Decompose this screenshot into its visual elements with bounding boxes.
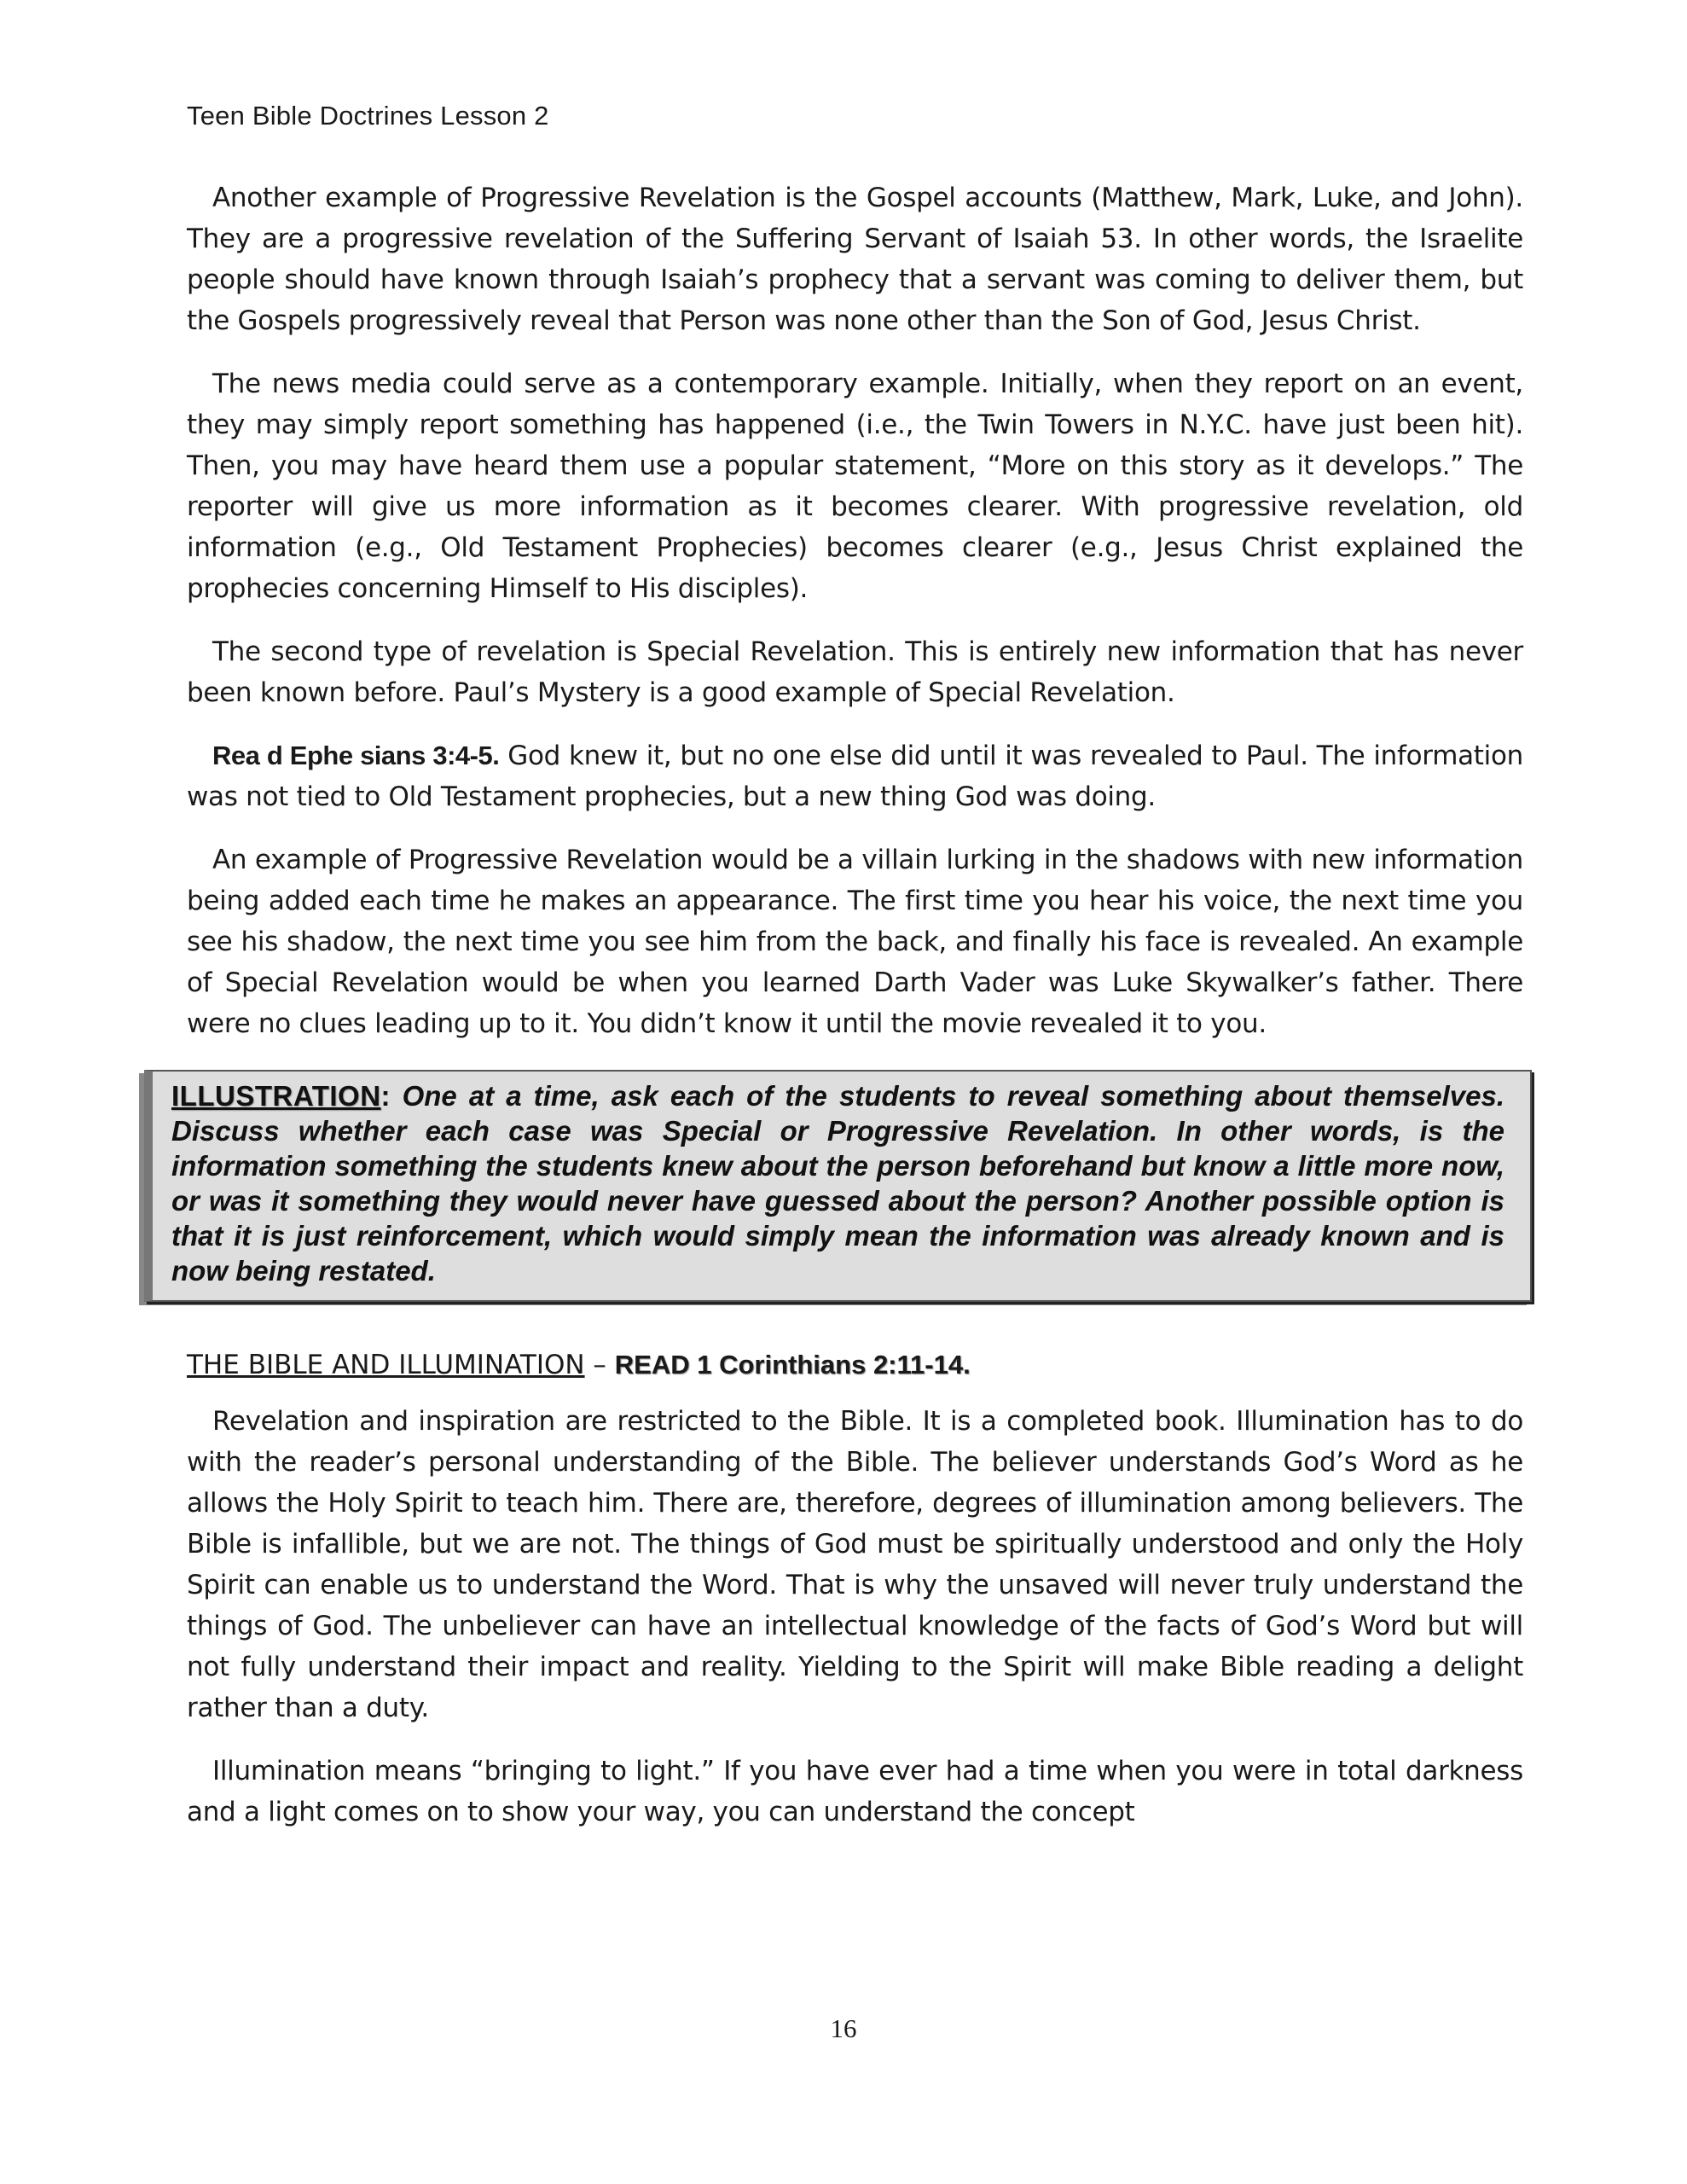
- paragraph-news-media: The news media could serve as a contemporary example. Initially, when they report on an event, they may simply report something has happened (i.e., the Twin Towers in N.Y.C. have just been hit). Then, you may have heard them use a popular statement, “More on this story as it develops.” The reporter will give us more information as it becomes clearer. With progressive revelation, old information (e.g., Old Testament Prophecies) becomes clearer (e.g., Jesus Christ explained the prophecies concerning Himself to His disciples).: [187, 369, 1523, 604]
- paragraph-special-revelation: The second type of revelation is Special Revelation. This is entirely new information that has never been known before. Paul’s Mystery is a good example of Special Revelation.: [187, 636, 1523, 708]
- section-scripture-reference: READ 1 Corinthians 2:11-14.: [614, 1350, 971, 1380]
- page-number: 16: [830, 2013, 857, 2043]
- illustration-box: [144, 1070, 1532, 1302]
- paragraph-bringing-to-light: Illumination means “bringing to light.” If you have ever had a time when you were in total darkness and a light comes on to show your way, you can understand the concept: [187, 1756, 1523, 1827]
- document-page: [171, 101, 1523, 1855]
- illustration-colon: :: [380, 1080, 391, 1112]
- paragraph-gospel-accounts: Another example of Progressive Revelation is the Gospel accounts (Matthew, Mark, Luke, and John). They are a progressive revelation of the Suffering Servant of Isaiah 53. In other words, the Israelite people should have known through Isaiah’s prophecy that a servant was coming to deliver them, but the Gospels progressively reveal that Person was none other than the Son of God, Jesus Christ.: [187, 183, 1523, 336]
- paragraph-illumination-definition: Revelation and inspiration are restricted to the Bible. It is a completed book. Illumination has to do with the reader’s personal understanding of the Bible. The believer understands God’s Word as he allows the Holy Spirit to teach him. There are, therefore, degrees of illumination among believers. The Bible is infallible, but we are not. The things of God must be spiritually understood and only the Holy Spirit can enable us to understand the Word. That is why the unsaved will never truly understand the things of God. The unbeliever can have an intellectual knowledge of the facts of God’s Word but will not fully understand their impact and reality. Yielding to the Spirit will make Bible reading a delight rather than a duty.: [187, 1406, 1523, 1723]
- section-title: THE BIBLE AND ILLUMINATION: [187, 1350, 585, 1380]
- scripture-reference: Rea d Ephe sians 3:4-5.: [212, 741, 500, 770]
- section-heading: [187, 1350, 1523, 1380]
- running-header: Teen Bible Doctrines Lesson 2: [187, 101, 549, 131]
- heading-dash: –: [584, 1350, 615, 1380]
- illustration-text: One at a time, ask each of the students to reveal something about themselves. Discuss whether each case was Special or Progressive Revelation. In other words, is the information something the students knew about the person beforehand but know a little more now, or was it something they would never have guessed about the person? Another possible option is that it is just reinforcement, which would simply mean the information was already known and is now being restated.: [171, 1080, 1504, 1287]
- paragraph-read-ephesians: [187, 735, 1523, 817]
- illustration-label: ILLUSTRATION: [171, 1080, 381, 1112]
- paragraph-villain-example: An example of Progressive Revelation would be a villain lurking in the shadows with new information being added each time he makes an appearance. The first time you hear his voice, the next time you see his shadow, the next time you see him from the back, and finally his face is revealed. An example of Special Revelation would be when you learned Darth Vader was Luke Skywalker’s father. There were no clues leading up to it. You didn’t know it until the movie revealed it to you.: [187, 845, 1523, 1039]
- paragraph-text: God knew it, but no one else did until it was revealed to Paul. The information was not tied to Old Testament prophecies, but a new thing God was doing.: [187, 741, 1523, 812]
